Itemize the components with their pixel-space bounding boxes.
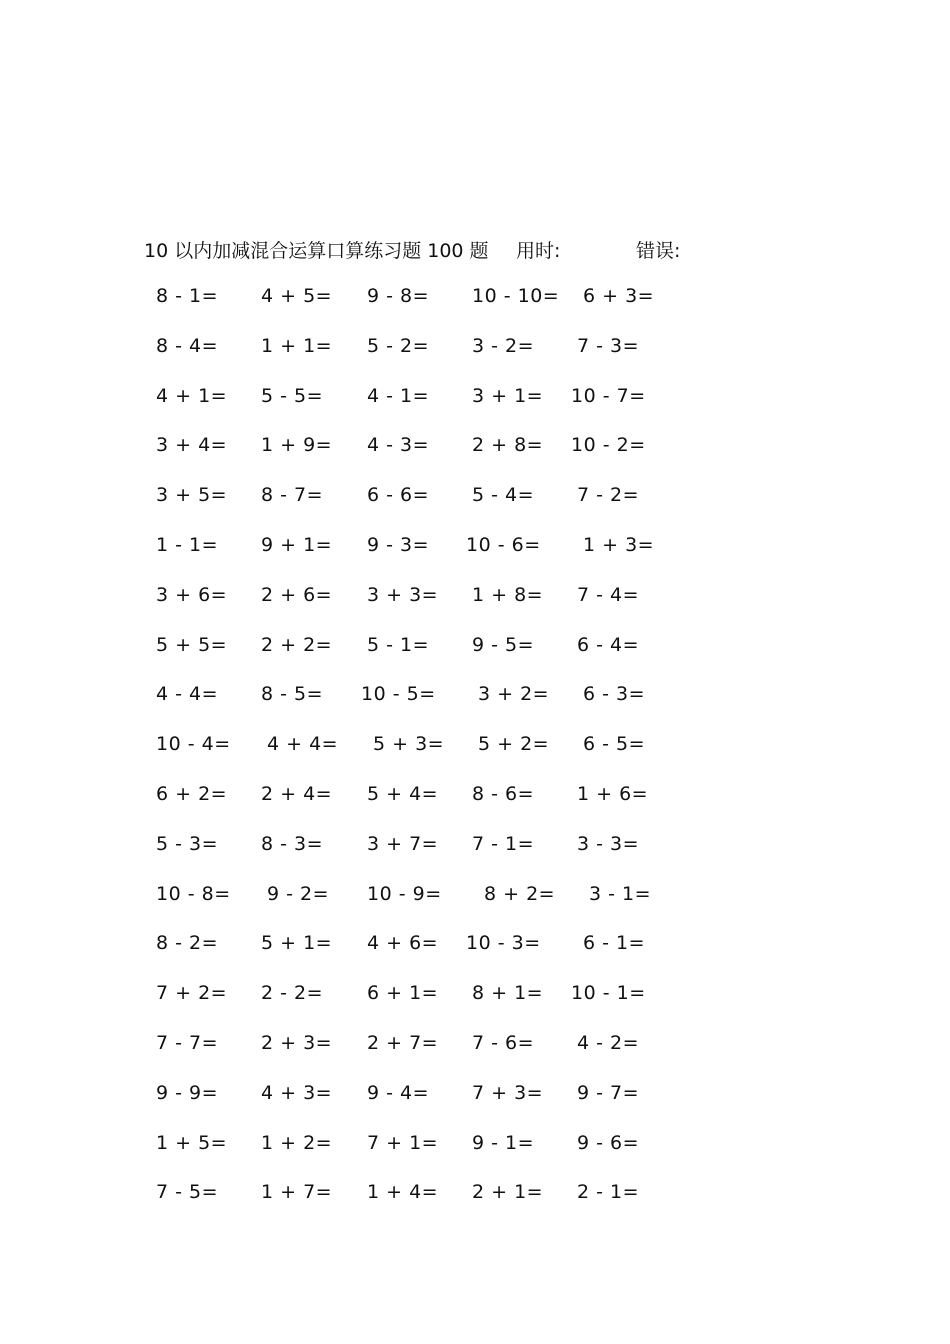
arithmetic-problem: 10 - 6= bbox=[466, 534, 541, 556]
problem-row bbox=[144, 833, 704, 863]
arithmetic-problem: 8 - 3= bbox=[261, 832, 324, 855]
arithmetic-problem: 3 - 2= bbox=[472, 334, 535, 357]
problem-row bbox=[144, 634, 704, 664]
arithmetic-problem: 9 - 9= bbox=[156, 1081, 219, 1104]
arithmetic-problem: 4 - 1= bbox=[367, 384, 430, 407]
arithmetic-problem: 9 - 8= bbox=[367, 285, 430, 307]
arithmetic-problem: 4 + 6= bbox=[367, 932, 439, 955]
arithmetic-problem: 4 - 3= bbox=[367, 434, 430, 457]
arithmetic-problem: 4 + 3= bbox=[261, 1081, 333, 1104]
arithmetic-problem: 6 - 4= bbox=[577, 633, 640, 656]
arithmetic-problem: 10 - 7= bbox=[571, 384, 646, 407]
arithmetic-problem: 6 - 6= bbox=[367, 484, 430, 507]
arithmetic-problem: 7 + 1= bbox=[367, 1131, 439, 1154]
arithmetic-problem: 7 - 7= bbox=[156, 1032, 219, 1054]
arithmetic-problem: 2 + 8= bbox=[472, 434, 544, 457]
arithmetic-problem: 4 + 4= bbox=[267, 733, 339, 756]
arithmetic-problem: 10 - 4= bbox=[156, 733, 231, 756]
arithmetic-problem: 8 + 1= bbox=[472, 982, 544, 1005]
problem-row bbox=[144, 683, 704, 713]
arithmetic-problem: 2 + 2= bbox=[261, 633, 333, 656]
arithmetic-problem: 10 - 1= bbox=[571, 982, 646, 1005]
arithmetic-problem: 2 + 1= bbox=[472, 1181, 544, 1204]
arithmetic-problem: 1 + 7= bbox=[261, 1181, 333, 1204]
arithmetic-problem: 4 + 1= bbox=[156, 384, 228, 407]
arithmetic-problem: 9 - 6= bbox=[577, 1131, 640, 1154]
problem-row bbox=[144, 733, 704, 763]
arithmetic-problem: 1 + 4= bbox=[367, 1181, 439, 1204]
problem-row bbox=[144, 883, 704, 913]
arithmetic-problem: 6 + 2= bbox=[156, 783, 228, 805]
arithmetic-problem: 7 + 3= bbox=[472, 1081, 544, 1104]
arithmetic-problem: 3 - 3= bbox=[577, 832, 640, 855]
arithmetic-problem: 7 - 3= bbox=[577, 334, 640, 357]
arithmetic-problem: 8 - 1= bbox=[156, 285, 219, 307]
time-label: 用时: bbox=[516, 240, 561, 262]
arithmetic-problem: 5 - 2= bbox=[367, 334, 430, 357]
problem-row bbox=[144, 434, 704, 464]
arithmetic-problem: 9 - 2= bbox=[267, 882, 330, 905]
arithmetic-problem: 10 - 10= bbox=[472, 285, 560, 307]
problem-row bbox=[144, 1032, 704, 1062]
arithmetic-problem: 1 + 5= bbox=[156, 1131, 228, 1154]
problem-row bbox=[144, 584, 704, 614]
arithmetic-problem: 1 + 1= bbox=[261, 334, 333, 357]
arithmetic-problem: 1 + 6= bbox=[577, 783, 649, 805]
arithmetic-problem: 3 + 7= bbox=[367, 832, 439, 855]
arithmetic-problem: 8 - 5= bbox=[261, 683, 324, 706]
arithmetic-problem: 9 - 5= bbox=[472, 633, 535, 656]
arithmetic-problem: 8 + 2= bbox=[484, 882, 556, 905]
arithmetic-problem: 1 + 8= bbox=[472, 583, 544, 606]
arithmetic-problem: 7 - 5= bbox=[156, 1181, 219, 1204]
arithmetic-problem: 3 - 1= bbox=[589, 882, 652, 905]
arithmetic-problem: 2 - 2= bbox=[261, 982, 324, 1005]
arithmetic-problem: 2 - 1= bbox=[577, 1181, 640, 1204]
arithmetic-problem: 5 + 1= bbox=[261, 932, 333, 955]
arithmetic-problem: 2 + 6= bbox=[261, 583, 333, 606]
error-label: 错误: bbox=[636, 240, 681, 262]
arithmetic-problem: 10 - 8= bbox=[156, 882, 231, 905]
arithmetic-problem: 7 + 2= bbox=[156, 982, 228, 1005]
problem-row bbox=[144, 385, 704, 415]
worksheet-title: 10 以内加减混合运算口算练习题 100 题 bbox=[144, 240, 489, 262]
arithmetic-problem: 6 + 3= bbox=[583, 285, 655, 307]
problem-row bbox=[144, 783, 704, 813]
arithmetic-problem: 1 + 2= bbox=[261, 1131, 333, 1154]
problem-row bbox=[144, 932, 704, 962]
arithmetic-problem: 3 + 3= bbox=[367, 583, 439, 606]
arithmetic-problem: 4 - 2= bbox=[577, 1032, 640, 1054]
arithmetic-problem: 8 - 2= bbox=[156, 932, 219, 955]
arithmetic-problem: 9 - 7= bbox=[577, 1081, 640, 1104]
arithmetic-problem: 8 - 6= bbox=[472, 783, 535, 805]
arithmetic-problem: 5 + 5= bbox=[156, 633, 228, 656]
problem-row bbox=[144, 1181, 704, 1211]
arithmetic-problem: 4 + 5= bbox=[261, 285, 333, 307]
problem-row bbox=[144, 335, 704, 365]
arithmetic-problem: 5 - 3= bbox=[156, 832, 219, 855]
problem-row bbox=[144, 285, 704, 315]
arithmetic-problem: 3 + 5= bbox=[156, 484, 228, 507]
arithmetic-problem: 5 - 1= bbox=[367, 633, 430, 656]
arithmetic-problem: 6 - 3= bbox=[583, 683, 646, 706]
arithmetic-problem: 2 + 3= bbox=[261, 1032, 333, 1054]
arithmetic-problem: 9 - 1= bbox=[472, 1131, 535, 1154]
problem-row bbox=[144, 1132, 704, 1162]
arithmetic-problem: 3 + 4= bbox=[156, 434, 228, 457]
arithmetic-problem: 3 + 6= bbox=[156, 583, 228, 606]
arithmetic-problem: 7 - 2= bbox=[577, 484, 640, 507]
arithmetic-problem: 1 + 9= bbox=[261, 434, 333, 457]
problem-row bbox=[144, 484, 704, 514]
arithmetic-problem: 2 + 4= bbox=[261, 783, 333, 805]
arithmetic-problem: 5 + 2= bbox=[478, 733, 550, 756]
arithmetic-problem: 9 + 1= bbox=[261, 534, 333, 556]
arithmetic-problem: 8 - 4= bbox=[156, 334, 219, 357]
problem-row bbox=[144, 1082, 704, 1112]
problem-row bbox=[144, 982, 704, 1012]
arithmetic-problem: 2 + 7= bbox=[367, 1032, 439, 1054]
arithmetic-problem: 10 - 2= bbox=[571, 434, 646, 457]
arithmetic-problem: 7 - 4= bbox=[577, 583, 640, 606]
arithmetic-problem: 10 - 3= bbox=[466, 932, 541, 955]
arithmetic-problem: 9 - 4= bbox=[367, 1081, 430, 1104]
arithmetic-problem: 9 - 3= bbox=[367, 534, 430, 556]
worksheet-header bbox=[144, 236, 784, 264]
arithmetic-problem: 1 + 3= bbox=[583, 534, 655, 556]
arithmetic-problem: 7 - 6= bbox=[472, 1032, 535, 1054]
arithmetic-problem: 3 + 2= bbox=[478, 683, 550, 706]
arithmetic-problem: 10 - 5= bbox=[361, 683, 436, 706]
arithmetic-problem: 6 - 1= bbox=[583, 932, 646, 955]
arithmetic-problem: 5 - 5= bbox=[261, 384, 324, 407]
arithmetic-problem: 8 - 7= bbox=[261, 484, 324, 507]
arithmetic-problem: 10 - 9= bbox=[367, 882, 442, 905]
arithmetic-problem: 5 - 4= bbox=[472, 484, 535, 507]
arithmetic-problem: 5 + 4= bbox=[367, 783, 439, 805]
arithmetic-problem: 5 + 3= bbox=[373, 733, 445, 756]
arithmetic-problem: 6 - 5= bbox=[583, 733, 646, 756]
arithmetic-problem: 1 - 1= bbox=[156, 534, 219, 556]
arithmetic-problem: 3 + 1= bbox=[472, 384, 544, 407]
arithmetic-problem: 4 - 4= bbox=[156, 683, 219, 706]
problem-row bbox=[144, 534, 704, 564]
arithmetic-problem: 6 + 1= bbox=[367, 982, 439, 1005]
arithmetic-problem: 7 - 1= bbox=[472, 832, 535, 855]
